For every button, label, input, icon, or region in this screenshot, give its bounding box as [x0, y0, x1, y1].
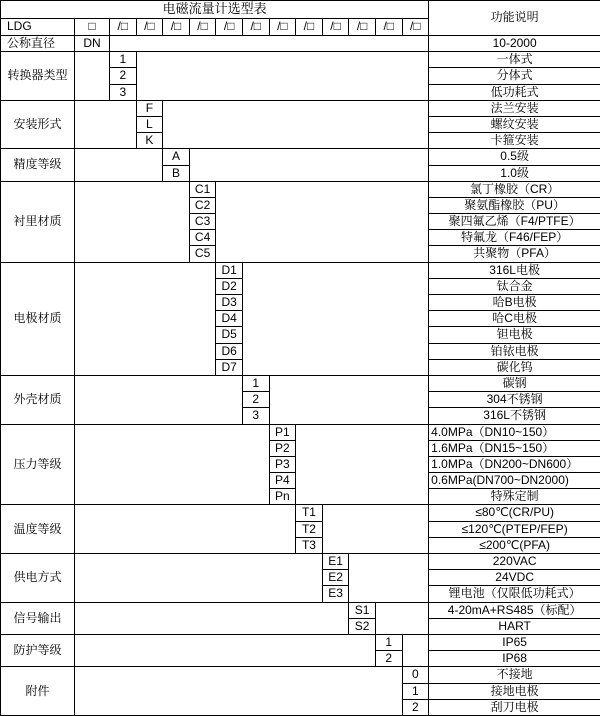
code-cell: 3	[110, 84, 137, 100]
empty-cell	[75, 100, 137, 149]
code-cell: F	[136, 100, 163, 116]
desc-cell: IP68	[429, 651, 600, 667]
category-label-5: 电极材质	[1, 262, 75, 375]
model-slot: /□	[216, 19, 243, 36]
code-cell: L	[136, 116, 163, 132]
code-cell: E3	[322, 586, 349, 602]
model-slot: /□	[163, 19, 190, 36]
code-cell: DN	[75, 36, 110, 52]
code-cell: T1	[296, 505, 323, 521]
desc-cell: 接地电极	[429, 683, 600, 699]
category-label-12: 附件	[1, 667, 75, 716]
empty-cell	[75, 424, 270, 505]
category-label-2: 安装形式	[1, 100, 75, 149]
empty-cell	[75, 149, 163, 181]
selection-table-body	[1, 1, 600, 716]
empty-cell	[75, 181, 190, 262]
desc-cell: 1.0MPa（DN200~DN600）	[429, 456, 600, 472]
desc-cell: ≤200℃(PFA)	[429, 537, 600, 553]
desc-cell: 共聚物（PFA）	[429, 246, 600, 262]
code-cell: T3	[296, 537, 323, 553]
empty-cell	[349, 554, 429, 603]
code-cell: D1	[216, 262, 243, 278]
code-cell: 2	[402, 699, 429, 715]
desc-cell: 聚氨酯橡胶（PU）	[429, 197, 600, 213]
code-cell: P2	[269, 440, 296, 456]
code-cell: D2	[216, 278, 243, 294]
empty-cell	[136, 52, 429, 101]
code-cell: P3	[269, 456, 296, 472]
code-cell: C2	[189, 197, 216, 213]
code-cell: S1	[349, 602, 376, 618]
desc-cell: 1.6MPa（DN15~150）	[429, 440, 600, 456]
empty-cell	[322, 505, 428, 554]
desc-cell: 钽电极	[429, 327, 600, 343]
category-label-6: 外壳材质	[1, 375, 75, 424]
model-slot: /□	[402, 19, 429, 36]
desc-cell: 哈B电极	[429, 295, 600, 311]
code-cell: 1	[242, 375, 269, 391]
model-slot: /□	[375, 19, 402, 36]
empty-cell	[75, 505, 296, 554]
function-header: 功能说明	[429, 1, 600, 36]
desc-cell: 低功耗式	[429, 84, 600, 100]
desc-cell: 碳钢	[429, 375, 600, 391]
model-prefix: LDG	[1, 19, 75, 36]
model-slot: /□	[349, 19, 376, 36]
code-cell: P1	[269, 424, 296, 440]
desc-cell: 220VAC	[429, 554, 600, 570]
desc-cell: 4-20mA+RS485（标配）	[429, 602, 600, 618]
code-cell: C3	[189, 214, 216, 230]
code-cell: Pn	[269, 489, 296, 505]
empty-cell	[75, 667, 403, 716]
code-cell: D5	[216, 327, 243, 343]
desc-cell: 0.6MPa(DN700~DN2000)	[429, 473, 600, 489]
code-cell: 2	[375, 651, 402, 667]
desc-cell: 316L不锈钢	[429, 408, 600, 424]
empty-cell	[75, 634, 376, 666]
model-slot: /□	[296, 19, 323, 36]
desc-cell: 1.0级	[429, 165, 600, 181]
category-label-3: 精度等级	[1, 149, 75, 181]
empty-cell	[375, 602, 428, 634]
category-label-7: 压力等级	[1, 424, 75, 505]
model-slot: /□	[189, 19, 216, 36]
code-cell: 2	[242, 392, 269, 408]
empty-cell	[75, 602, 349, 634]
code-cell: C1	[189, 181, 216, 197]
desc-cell: 铂铱电极	[429, 343, 600, 359]
desc-cell: HART	[429, 618, 600, 634]
model-slot: /□	[136, 19, 163, 36]
empty-cell	[269, 375, 429, 424]
model-box: □	[75, 19, 110, 36]
code-cell: B	[163, 165, 190, 181]
desc-cell: 聚四氟乙烯（F4/PTFE）	[429, 214, 600, 230]
desc-cell: 钛合金	[429, 278, 600, 294]
desc-cell: 特殊定制	[429, 489, 600, 505]
code-cell: E1	[322, 554, 349, 570]
category-label-1: 转换器类型	[1, 52, 75, 101]
category-label-10: 信号输出	[1, 602, 75, 634]
code-cell: D6	[216, 343, 243, 359]
desc-cell: 哈C电极	[429, 311, 600, 327]
empty-cell	[75, 375, 243, 424]
code-cell: T2	[296, 521, 323, 537]
code-cell: D7	[216, 359, 243, 375]
code-cell: 1	[402, 683, 429, 699]
desc-cell: 刮刀电极	[429, 699, 600, 715]
code-cell: P4	[269, 473, 296, 489]
desc-cell: 4.0MPa（DN10~150）	[429, 424, 600, 440]
desc-cell: 一体式	[429, 52, 600, 68]
code-cell: 1	[375, 634, 402, 650]
desc-cell: 304不锈钢	[429, 392, 600, 408]
model-slot: /□	[242, 19, 269, 36]
code-cell: 0	[402, 667, 429, 683]
model-slot: /□	[269, 19, 296, 36]
table-title: 电磁流量计选型表	[1, 1, 429, 19]
empty-cell	[110, 36, 429, 52]
empty-cell	[75, 262, 216, 375]
category-label-diameter: 公称直径	[1, 36, 75, 52]
model-slot: /□	[322, 19, 349, 36]
code-cell: D3	[216, 295, 243, 311]
empty-cell	[242, 262, 428, 375]
code-cell: 3	[242, 408, 269, 424]
category-label-4: 衬里材质	[1, 181, 75, 262]
code-cell: C4	[189, 230, 216, 246]
code-cell: S2	[349, 618, 376, 634]
category-label-11: 防护等级	[1, 634, 75, 666]
desc-cell: IP65	[429, 634, 600, 650]
desc-cell: 不接地	[429, 667, 600, 683]
empty-cell	[296, 424, 429, 505]
desc-cell: ≤80℃(CR/PU)	[429, 505, 600, 521]
code-cell: A	[163, 149, 190, 165]
desc-cell: 24VDC	[429, 570, 600, 586]
code-cell: C5	[189, 246, 216, 262]
desc-cell: 锂电池（仅限低功耗式）	[429, 586, 600, 602]
desc-cell: 碳化钨	[429, 359, 600, 375]
desc-cell: 0.5级	[429, 149, 600, 165]
desc-cell: 分体式	[429, 68, 600, 84]
code-cell: E2	[322, 570, 349, 586]
empty-cell	[216, 181, 429, 262]
model-slot: /□	[110, 19, 137, 36]
empty-cell	[75, 554, 323, 603]
desc-cell: 法兰安装	[429, 100, 600, 116]
empty-cell	[189, 149, 428, 181]
empty-cell	[402, 634, 429, 666]
category-label-8: 温度等级	[1, 505, 75, 554]
code-cell: 2	[110, 68, 137, 84]
category-label-9: 供电方式	[1, 554, 75, 603]
desc-cell: ≤120℃(PTEP/FEP)	[429, 521, 600, 537]
desc-cell: 特氟龙（F46/FEP）	[429, 230, 600, 246]
desc-cell: 螺纹安装	[429, 116, 600, 132]
desc-cell: 316L电极	[429, 262, 600, 278]
code-cell: 1	[110, 52, 137, 68]
code-cell: K	[136, 133, 163, 149]
desc-cell: 10-2000	[429, 36, 600, 52]
empty-cell	[75, 52, 110, 101]
desc-cell: 卡箍安装	[429, 133, 600, 149]
desc-cell: 氯丁橡胶（CR）	[429, 181, 600, 197]
code-cell: D4	[216, 311, 243, 327]
empty-cell	[163, 100, 429, 149]
